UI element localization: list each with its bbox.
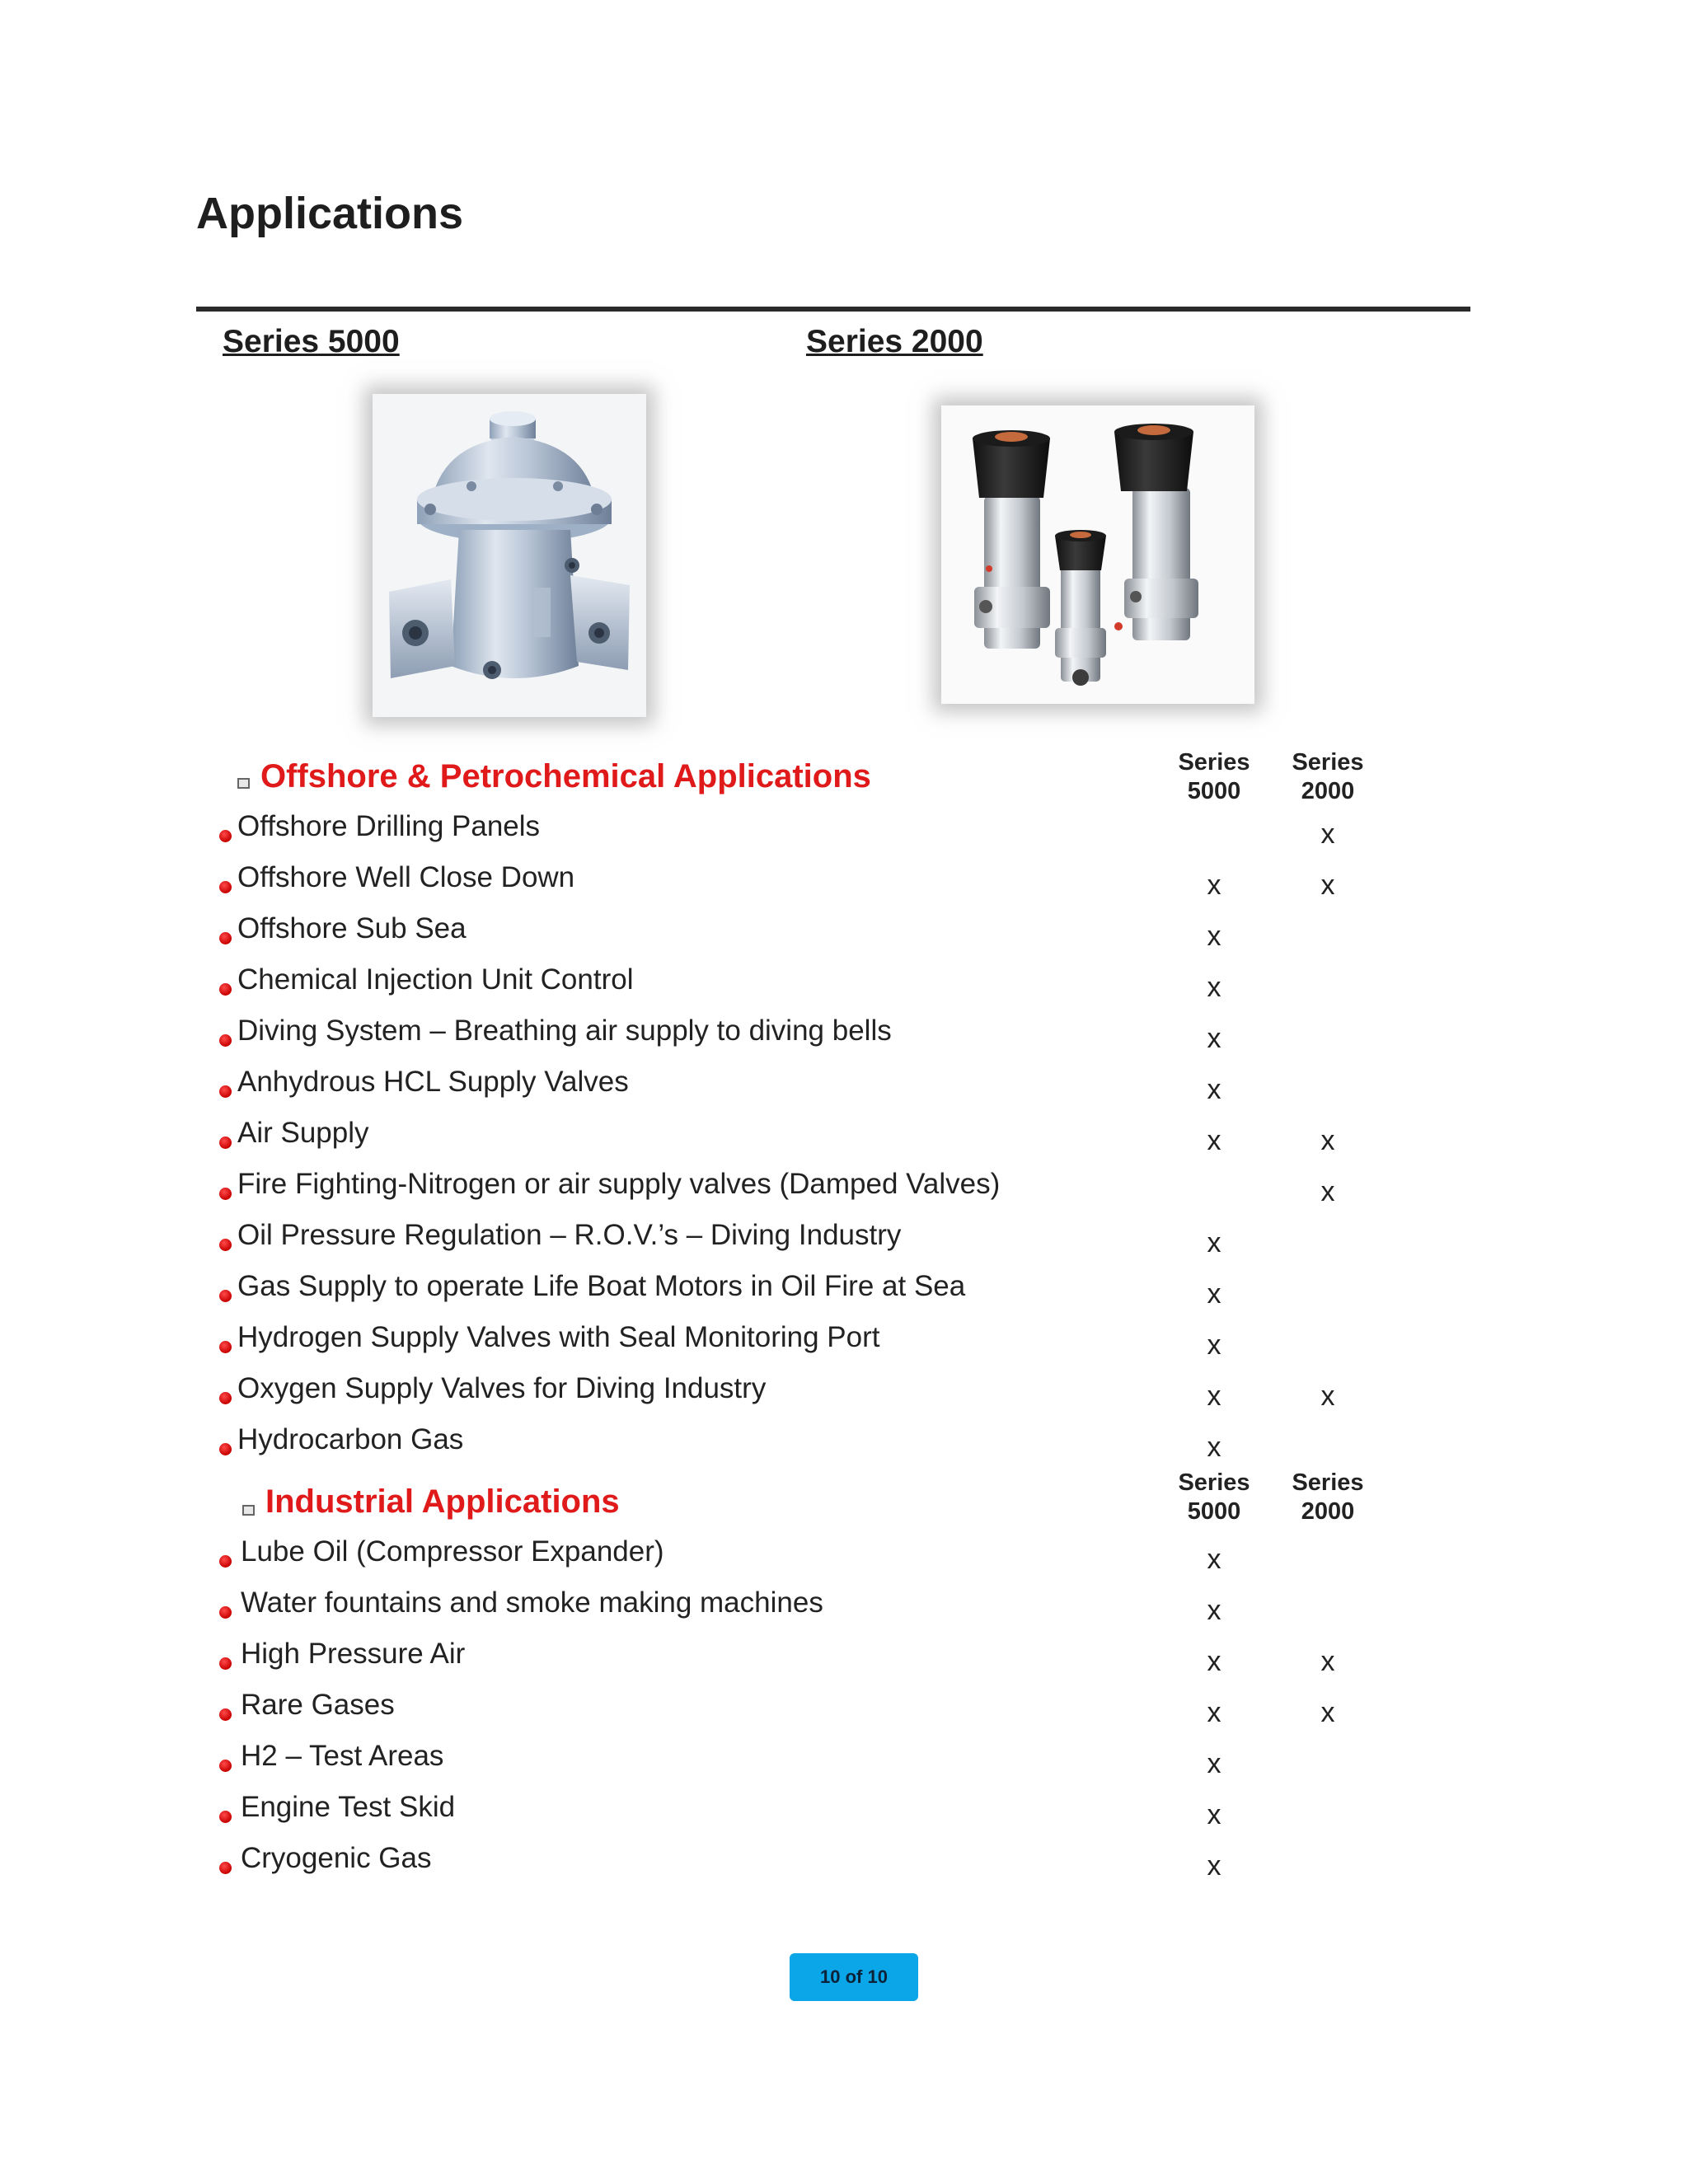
application-label: Hydrogen Supply Valves with Seal Monitoring Port: [237, 1321, 880, 1353]
title-divider: [196, 307, 1470, 312]
series-5000-mark: x: [1207, 1544, 1221, 1575]
table-row: [219, 1537, 1406, 1588]
table-row: [219, 1374, 1406, 1425]
series-2000-product-image: [941, 405, 1254, 704]
red-bullet-icon: [219, 1188, 232, 1200]
table-row: [219, 863, 1406, 914]
application-label: Offshore Sub Sea: [237, 912, 467, 944]
series-5000-mark: x: [1207, 1329, 1221, 1361]
red-bullet-icon: [219, 1034, 232, 1047]
red-bullet-icon: [219, 932, 232, 944]
series-5000-mark: x: [1207, 1799, 1221, 1830]
section-bullet-square: [237, 778, 250, 789]
table-row: [219, 1323, 1406, 1374]
series-2000-mark: x: [1320, 1646, 1335, 1677]
series-2000-mark: x: [1320, 1176, 1335, 1207]
page-title: Applications: [196, 189, 464, 238]
red-bullet-icon: [219, 1862, 232, 1874]
red-bullet-icon: [219, 983, 232, 996]
series-5000-heading: Series 5000: [223, 324, 400, 359]
series-5000-mark: x: [1207, 1697, 1221, 1728]
red-bullet-icon: [219, 1760, 232, 1772]
red-bullet-icon: [219, 1708, 232, 1721]
table-row: [219, 1793, 1406, 1844]
application-label: Air Supply: [237, 1117, 369, 1149]
series-5000-mark: x: [1207, 1380, 1221, 1412]
application-label: Offshore Drilling Panels: [237, 810, 541, 842]
table-row: [219, 1639, 1406, 1690]
table-row: [219, 1272, 1406, 1323]
application-label: H2 – Test Areas: [241, 1740, 444, 1772]
red-bullet-icon: [219, 881, 232, 893]
table-row: [219, 1067, 1406, 1118]
table-row: [219, 1016, 1406, 1067]
application-label: Lube Oil (Compressor Expander): [241, 1535, 664, 1568]
section-title-industrial: Industrial Applications: [265, 1483, 620, 1520]
red-bullet-icon: [219, 1290, 232, 1302]
col-header-series-2000: Series 2000: [1292, 1469, 1364, 1525]
series-5000-product-image: [373, 394, 646, 717]
series-5000-mark: x: [1207, 1074, 1221, 1105]
application-label: High Pressure Air: [241, 1638, 466, 1670]
application-label: Oil Pressure Regulation – R.O.V.’s – Diving Industry: [237, 1219, 902, 1251]
series-5000-mark: x: [1207, 1278, 1221, 1310]
series-5000-mark: x: [1207, 1646, 1221, 1677]
page-indicator: 10 of 10: [790, 1953, 918, 2001]
red-bullet-icon: [219, 1137, 232, 1149]
application-label: Engine Test Skid: [241, 1791, 456, 1823]
table-row: [219, 965, 1406, 1016]
series-2000-heading: Series 2000: [806, 324, 983, 359]
table-row: [219, 1844, 1406, 1895]
table-row: [219, 1690, 1406, 1741]
series-2000-mark: x: [1320, 1380, 1335, 1412]
series-5000-mark: x: [1207, 1595, 1221, 1626]
application-label: Fire Fighting-Nitrogen or air supply valves (Damped Valves): [237, 1168, 1001, 1200]
table-row: [219, 1588, 1406, 1639]
application-label: Anhydrous HCL Supply Valves: [237, 1066, 629, 1098]
series-2000-mark: x: [1320, 818, 1335, 850]
col-header-series-2000: Series 2000: [1292, 749, 1364, 804]
application-label: Cryogenic Gas: [241, 1842, 432, 1874]
application-label: Hydrocarbon Gas: [237, 1423, 464, 1455]
application-label: Gas Supply to operate Life Boat Motors in Oil Fire at Sea: [237, 1270, 966, 1302]
application-label: Oxygen Supply Valves for Diving Industry: [237, 1372, 767, 1404]
application-label: Offshore Well Close Down: [237, 861, 575, 893]
table-row: [219, 914, 1406, 965]
series-5000-mark: x: [1207, 1125, 1221, 1156]
red-bullet-icon: [219, 1085, 232, 1098]
series-5000-mark: x: [1207, 869, 1221, 901]
col-header-series-5000: Series 5000: [1178, 1469, 1250, 1525]
application-label: Chemical Injection Unit Control: [237, 963, 634, 996]
application-label: Rare Gases: [241, 1689, 395, 1721]
table-row: [219, 812, 1406, 863]
application-label: Diving System – Breathing air supply to diving bells: [237, 1015, 892, 1047]
series-5000-mark: x: [1207, 1748, 1221, 1779]
red-bullet-icon: [219, 1606, 232, 1619]
application-label: Water fountains and smoke making machines: [241, 1586, 823, 1619]
series-5000-mark: x: [1207, 1850, 1221, 1882]
red-bullet-icon: [219, 1443, 232, 1455]
series-5000-mark: x: [1207, 921, 1221, 952]
section-title-offshore: Offshore & Petrochemical Applications: [260, 758, 871, 794]
col-header-series-5000: Series 5000: [1178, 749, 1250, 804]
table-row: [219, 1741, 1406, 1793]
red-bullet-icon: [219, 830, 232, 842]
red-bullet-icon: [219, 1392, 232, 1404]
series-5000-mark: x: [1207, 972, 1221, 1003]
table-row: [219, 1118, 1406, 1169]
series-2000-mark: x: [1320, 1125, 1335, 1156]
red-bullet-icon: [219, 1341, 232, 1353]
series-5000-mark: x: [1207, 1023, 1221, 1054]
series-5000-mark: x: [1207, 1227, 1221, 1258]
section-bullet-square: [242, 1505, 255, 1516]
series-2000-mark: x: [1320, 1697, 1335, 1728]
red-bullet-icon: [219, 1239, 232, 1251]
series-2000-mark: x: [1320, 869, 1335, 901]
table-row: [219, 1169, 1406, 1221]
table-row: [219, 1221, 1406, 1272]
red-bullet-icon: [219, 1811, 232, 1823]
red-bullet-icon: [219, 1555, 232, 1568]
series-5000-mark: x: [1207, 1432, 1221, 1463]
red-bullet-icon: [219, 1657, 232, 1670]
